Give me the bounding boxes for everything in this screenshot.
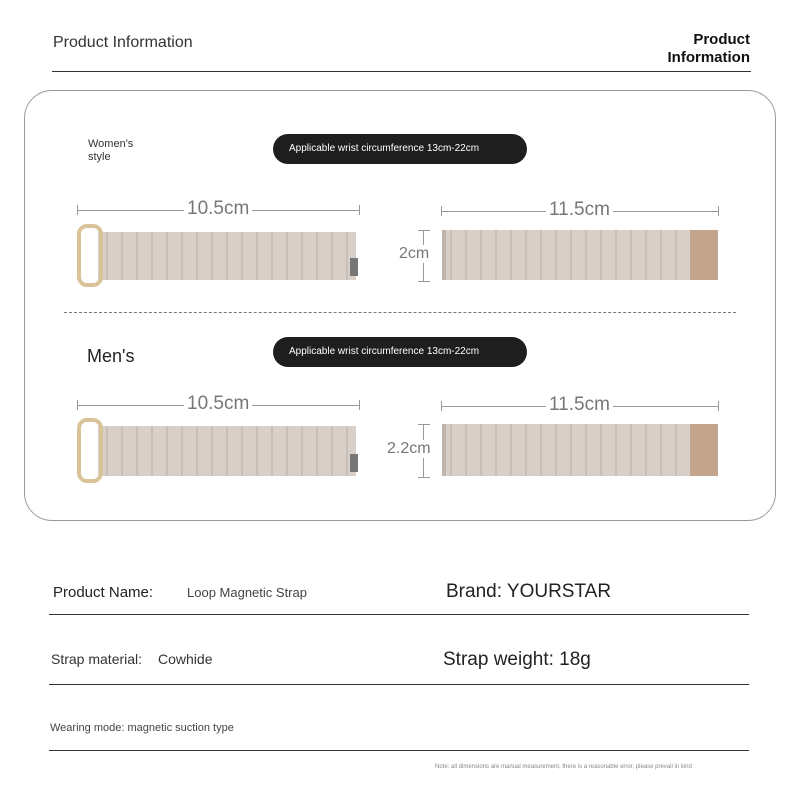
- strap-ridge: [645, 424, 647, 476]
- brand: Brand: YOURSTAR: [446, 581, 612, 602]
- strap-ridge: [495, 230, 497, 280]
- strap-ridge: [510, 424, 512, 476]
- strap-ridge: [480, 230, 482, 280]
- womens-strap-tail-piece: [440, 228, 720, 284]
- header-title-right-line2: Information: [667, 49, 750, 66]
- mens-left-length-dimension: [77, 393, 360, 414]
- header-title: Product Information: [53, 34, 193, 51]
- strap-ridge: [226, 232, 228, 280]
- womens-width: 2cm: [399, 245, 430, 262]
- strap-ridge: [301, 426, 303, 476]
- strap-ridge: [151, 232, 153, 280]
- strap-ridge: [450, 424, 452, 476]
- strap-ridge: [106, 232, 108, 280]
- product-name-value: Loop Magnetic Strap: [187, 585, 307, 600]
- mens-right-length: 11.5cm: [546, 394, 613, 416]
- strap-ridge: [630, 424, 632, 476]
- mens-wrist-pill: Applicable wrist circumference 13cm-22cm: [273, 337, 527, 367]
- strap-ridge: [241, 426, 243, 476]
- strap-ridge: [346, 426, 348, 476]
- strap-ridge: [211, 426, 213, 476]
- strap-ridge: [106, 426, 108, 476]
- strap-ridge: [525, 230, 527, 280]
- strap-ridge: [600, 424, 602, 476]
- strap-ridge: [585, 230, 587, 280]
- strap-ridge: [465, 424, 467, 476]
- strap-ridge: [600, 230, 602, 280]
- strap-ridge: [181, 232, 183, 280]
- wearing-mode: Wearing mode: magnetic suction type: [50, 722, 234, 734]
- strap-ridge: [675, 424, 677, 476]
- strap-ridge: [555, 424, 557, 476]
- strap-ridge: [136, 232, 138, 280]
- mens-left-length: 10.5cm: [184, 393, 252, 415]
- details-divider-2: [49, 684, 749, 685]
- strap-ridge: [645, 230, 647, 280]
- strap-ridge: [151, 426, 153, 476]
- strap-weight: Strap weight: 18g: [443, 649, 591, 670]
- header-title-right-line1: Product: [693, 31, 750, 48]
- strap-ridge: [286, 232, 288, 280]
- strap-ridge: [256, 426, 258, 476]
- measurement-note: Note: all dimensions are manual measurement, there is a reasonable error, please prevail in kind: [435, 764, 692, 770]
- mens-strap-buckle-piece: [74, 416, 364, 484]
- strap-ridge: [615, 424, 617, 476]
- strap-ridge: [316, 232, 318, 280]
- strap-ridge: [316, 426, 318, 476]
- strap-ridge: [525, 424, 527, 476]
- strap-ridge: [346, 232, 348, 280]
- header-title-right: [630, 31, 750, 67]
- strap-ridge: [465, 230, 467, 280]
- details-divider-1: [49, 614, 749, 615]
- strap-ridge: [570, 424, 572, 476]
- mens-right-length-dimension: [441, 394, 719, 415]
- womens-wrist-pill: Applicable wrist circumference 13cm-22cm: [273, 134, 527, 164]
- mens-style-label: Men's: [87, 346, 135, 366]
- strap-ridge: [181, 426, 183, 476]
- strap-ridge: [331, 232, 333, 280]
- strap-ridge: [331, 426, 333, 476]
- strap-ridge: [675, 230, 677, 280]
- strap-ridge: [660, 230, 662, 280]
- strap-ridge: [241, 232, 243, 280]
- strap-ridge: [121, 232, 123, 280]
- strap-ridge: [570, 230, 572, 280]
- section-divider: [64, 312, 736, 313]
- details-divider-3: [49, 750, 749, 751]
- strap-ridge: [660, 424, 662, 476]
- strap-ridge: [211, 232, 213, 280]
- strap-ridge: [630, 230, 632, 280]
- strap-ridge: [540, 424, 542, 476]
- womens-left-length-dimension: [77, 198, 360, 219]
- strap-ridge: [226, 426, 228, 476]
- product-name-label: Product Name:: [53, 584, 154, 601]
- strap-ridge: [196, 232, 198, 280]
- womens-right-length: 11.5cm: [546, 199, 613, 221]
- strap-material-label: Strap material:: [51, 651, 143, 667]
- womens-style-label: Women's style: [88, 138, 134, 163]
- strap-ridge: [271, 426, 273, 476]
- mens-strap-tail-piece: [440, 422, 720, 480]
- womens-right-length-dimension: [441, 199, 719, 220]
- strap-ridge: [256, 232, 258, 280]
- womens-strap-buckle-piece: [74, 222, 364, 288]
- strap-ridge: [196, 426, 198, 476]
- strap-ridge: [136, 426, 138, 476]
- strap-ridge: [480, 424, 482, 476]
- strap-ridge: [510, 230, 512, 280]
- strap-ridge: [450, 230, 452, 280]
- strap-ridge: [271, 232, 273, 280]
- strap-material-value: Cowhide: [158, 651, 213, 667]
- strap-ridge: [301, 232, 303, 280]
- strap-ridge: [286, 426, 288, 476]
- mens-width: 2.2cm: [387, 440, 431, 457]
- strap-ridge: [540, 230, 542, 280]
- strap-ridge: [615, 230, 617, 280]
- womens-left-length: 10.5cm: [184, 198, 252, 220]
- strap-ridge: [121, 426, 123, 476]
- strap-ridge: [495, 424, 497, 476]
- strap-ridge: [585, 424, 587, 476]
- header-divider: [52, 71, 751, 72]
- strap-ridge: [166, 426, 168, 476]
- strap-ridge: [555, 230, 557, 280]
- strap-ridge: [166, 232, 168, 280]
